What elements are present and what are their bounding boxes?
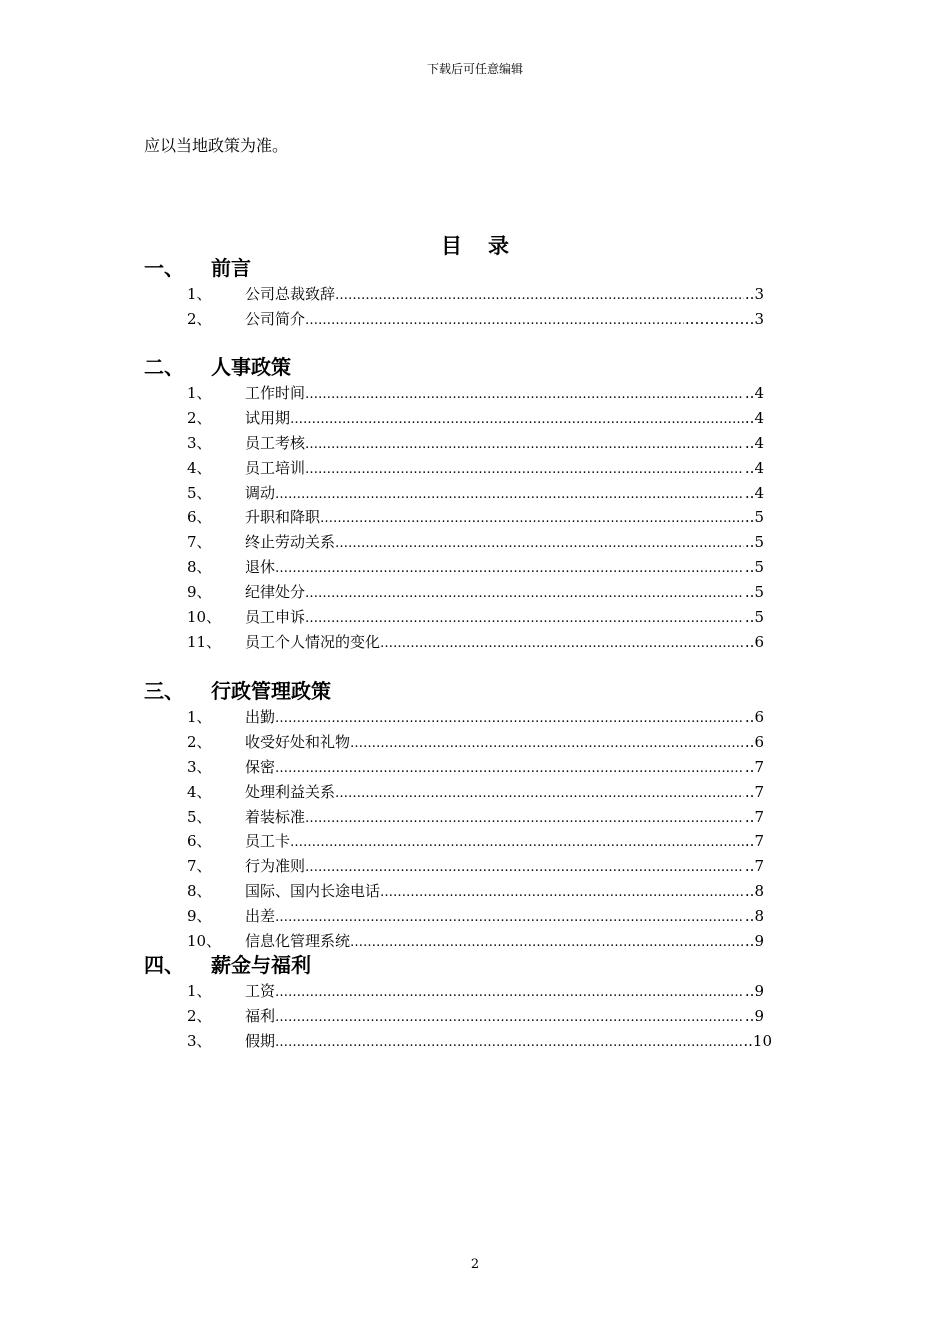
- entry-page: ..9: [744, 1006, 764, 1025]
- toc-entry[interactable]: [144, 904, 764, 929]
- entry-number: 4、: [187, 458, 212, 477]
- entry-title: 国际、国内长途电话: [245, 882, 381, 901]
- entry-number: 4、: [187, 782, 212, 801]
- dot-leader: [305, 807, 744, 832]
- section-heading: [144, 951, 764, 979]
- toc-entry[interactable]: [144, 406, 764, 431]
- entry-title: 员工培训: [245, 458, 306, 477]
- section-number: 二、: [144, 355, 184, 379]
- toc-entry[interactable]: [144, 481, 764, 506]
- dot-leader: [380, 632, 744, 657]
- page-number: 2: [470, 1257, 480, 1272]
- toc-entry[interactable]: [144, 854, 764, 879]
- toc-entry[interactable]: [144, 1029, 772, 1054]
- entry-number: 5、: [187, 807, 212, 826]
- section-number: 一、: [144, 256, 184, 280]
- entry-page: ..4: [744, 408, 764, 427]
- section-title: 行政管理政策: [211, 679, 331, 703]
- toc-entry[interactable]: [144, 505, 764, 530]
- section-heading: [144, 677, 764, 705]
- entry-page: ..4: [744, 458, 764, 477]
- entry-page: ..5: [744, 608, 764, 627]
- entry-page: ..6: [744, 632, 764, 651]
- toc-section: [144, 951, 772, 1054]
- entry-page: ..3: [744, 285, 764, 303]
- dot-leader: [335, 532, 744, 557]
- dot-leader: [335, 284, 744, 309]
- entry-number: 3、: [187, 757, 212, 776]
- dot-leader: [275, 707, 744, 732]
- dot-leader: [275, 1006, 744, 1031]
- toc-entry[interactable]: [144, 705, 764, 730]
- entry-title: 行为准则: [245, 857, 306, 876]
- entry-title: 公司总裁致辞: [245, 285, 336, 303]
- entry-title: 信息化管理系统: [245, 932, 351, 951]
- dot-leader: [275, 981, 744, 1006]
- entry-page: ..5: [744, 533, 764, 552]
- entry-page: ..7: [744, 782, 764, 801]
- section-number: 三、: [144, 679, 184, 703]
- entry-page: ..4: [744, 384, 764, 402]
- entry-number: 2、: [187, 408, 212, 427]
- toc-entry[interactable]: [144, 879, 764, 904]
- toc-section: [144, 677, 764, 954]
- dot-leader: [275, 1031, 742, 1056]
- entry-number: 10、: [187, 608, 222, 627]
- entry-page: ..5: [744, 583, 764, 602]
- toc-title: 目录: [441, 233, 535, 258]
- section-heading: [144, 353, 764, 381]
- entry-number: 1、: [187, 285, 212, 303]
- entry-number: 6、: [187, 508, 212, 527]
- entry-title: 公司简介: [245, 309, 306, 328]
- dot-leader: [305, 309, 684, 334]
- page-header: 下载后可任意编辑: [426, 62, 523, 76]
- dot-leader: [320, 507, 744, 532]
- toc-entry[interactable]: [144, 456, 764, 481]
- toc-entry[interactable]: [144, 431, 764, 456]
- entry-page: ..7: [744, 757, 764, 776]
- entry-title: 试用期: [245, 408, 291, 427]
- entry-title: 升职和降职: [245, 508, 321, 527]
- dot-leader: [380, 881, 744, 906]
- entry-number: 8、: [187, 882, 212, 901]
- section-heading: [144, 254, 764, 282]
- dot-leader: [305, 582, 744, 607]
- entry-page: ..8: [744, 907, 764, 926]
- entry-page: ..7: [744, 857, 764, 876]
- intro-text: 应以当地政策为准。: [144, 136, 289, 155]
- entry-number: 8、: [187, 558, 212, 577]
- entry-title: 着装标准: [245, 807, 306, 826]
- entry-number: 7、: [187, 533, 212, 552]
- dot-leader: [335, 782, 744, 807]
- dot-leader: [290, 408, 744, 433]
- entry-number: 3、: [187, 1031, 212, 1050]
- entry-title: 员工申诉: [245, 608, 306, 627]
- entry-page: ..9: [744, 982, 764, 1000]
- entry-page: ..8: [744, 882, 764, 901]
- toc-entry[interactable]: [144, 282, 764, 307]
- entry-title: 退休: [245, 558, 276, 577]
- entry-number: 1、: [187, 384, 212, 402]
- entry-number: 9、: [187, 583, 212, 602]
- entry-page: ..10: [743, 1031, 772, 1050]
- dot-leader: [305, 856, 744, 881]
- entry-page: ..7: [744, 807, 764, 826]
- entry-page: ..4: [744, 483, 764, 502]
- entry-number: 1、: [187, 982, 212, 1000]
- entry-page: ..6: [744, 708, 764, 726]
- entry-title: 员工考核: [245, 433, 306, 452]
- toc-entry[interactable]: [144, 755, 764, 780]
- toc-entry[interactable]: [144, 1004, 764, 1029]
- entry-title: 工资: [245, 982, 276, 1000]
- toc-entry[interactable]: [144, 555, 764, 580]
- entry-title: 保密: [245, 757, 276, 776]
- entry-number: 6、: [187, 832, 212, 851]
- entry-number: 11、: [187, 632, 222, 651]
- dot-leader: [275, 557, 744, 582]
- entry-title: 员工个人情况的变化: [245, 632, 381, 651]
- entry-page: ..5: [744, 508, 764, 527]
- entry-page: ..…………3: [684, 309, 764, 328]
- section-title: 人事政策: [211, 355, 291, 379]
- entry-title: 员工卡: [245, 832, 291, 851]
- toc-entry[interactable]: [144, 381, 764, 406]
- toc-section: [144, 254, 764, 332]
- toc-entry[interactable]: [144, 605, 764, 630]
- toc-section: [144, 353, 764, 655]
- dot-leader: [305, 458, 744, 483]
- entry-page: ..9: [744, 932, 764, 951]
- toc-entry[interactable]: [144, 630, 764, 655]
- section-number: 四、: [144, 953, 184, 977]
- dot-leader: [275, 483, 744, 508]
- toc-entry[interactable]: [144, 829, 764, 854]
- dot-leader: [305, 607, 744, 632]
- section-title: 薪金与福利: [211, 953, 311, 977]
- dot-leader: [290, 831, 744, 856]
- section-title: 前言: [211, 256, 251, 280]
- entry-number: 2、: [187, 732, 212, 751]
- toc-entry[interactable]: [144, 580, 764, 605]
- entry-title: 纪律处分: [245, 583, 306, 602]
- entry-number: 5、: [187, 483, 212, 502]
- entry-number: 2、: [187, 309, 212, 328]
- toc-entry[interactable]: [144, 307, 764, 332]
- dot-leader: [275, 906, 744, 931]
- dot-leader: [305, 433, 744, 458]
- dot-leader: [350, 732, 744, 757]
- entry-page: ..7: [744, 832, 764, 851]
- entry-page: ..5: [744, 558, 764, 577]
- dot-leader: [305, 383, 744, 408]
- entry-title: 处理利益关系: [245, 782, 336, 801]
- entry-title: 终止劳动关系: [245, 533, 336, 552]
- entry-number: 1、: [187, 708, 212, 726]
- entry-number: 9、: [187, 907, 212, 926]
- entry-page: ..4: [744, 433, 764, 452]
- entry-number: 7、: [187, 857, 212, 876]
- toc-entry[interactable]: [144, 530, 764, 555]
- entry-title: 假期: [245, 1031, 276, 1050]
- dot-leader: [275, 757, 744, 782]
- entry-title: 出差: [245, 907, 276, 926]
- entry-title: 调动: [245, 483, 276, 502]
- entry-page: ..6: [744, 732, 764, 751]
- entry-title: 收受好处和礼物: [245, 732, 351, 751]
- entry-title: 福利: [245, 1006, 276, 1025]
- toc-entry[interactable]: [144, 730, 764, 755]
- entry-number: 3、: [187, 433, 212, 452]
- entry-title: 工作时间: [245, 384, 306, 402]
- toc-entry[interactable]: [144, 780, 764, 805]
- entry-number: 10、: [187, 932, 222, 951]
- toc-entry[interactable]: [144, 805, 764, 830]
- entry-number: 2、: [187, 1006, 212, 1025]
- entry-title: 出勤: [245, 708, 276, 726]
- toc-entry[interactable]: [144, 979, 764, 1004]
